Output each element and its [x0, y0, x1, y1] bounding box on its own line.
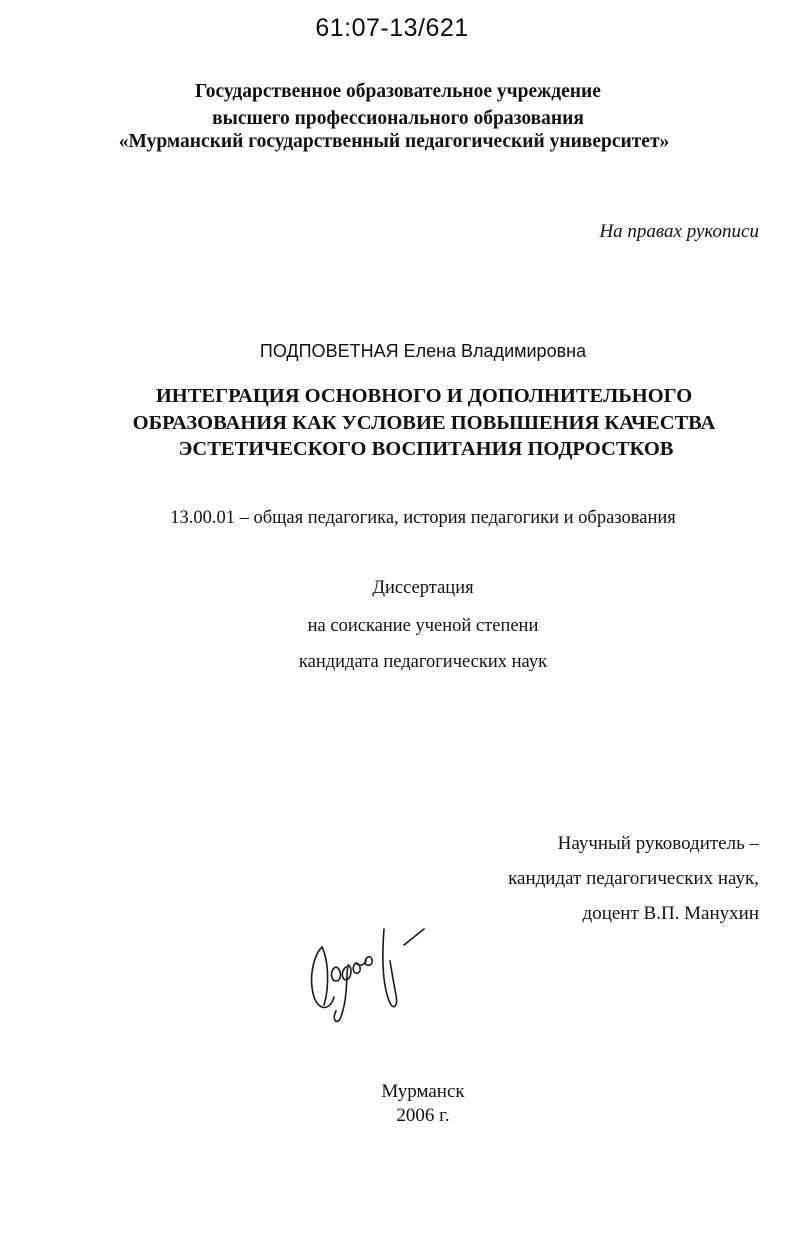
title-line-3: ЭСТЕТИЧЕСКОГО ВОСПИТАНИЯ ПОДРОСТКОВ — [178, 438, 674, 460]
institution-line-1: Государственное образовательное учреждение — [195, 81, 601, 102]
degree-field: кандидата педагогических наук — [298, 652, 548, 672]
year: 2006 г. — [396, 1105, 450, 1126]
title-line-1: ИНТЕГРАЦИЯ ОСНОВНОГО И ДОПОЛНИТЕЛЬНОГО — [155, 385, 693, 407]
institution-line-3: «Мурманский государственный педагогический университет» — [118, 131, 670, 152]
archive-code: 61:07-13/621 — [315, 14, 469, 42]
city: Мурманск — [381, 1081, 465, 1102]
author-name: ПОДПОВЕТНАЯ Елена Владимировна — [259, 341, 587, 361]
degree-line: на соискание ученой степени — [307, 616, 539, 636]
specialty: 13.00.01 – общая педагогика, история педагогики и образования — [170, 508, 676, 528]
manuscript-rights: На правах рукописи — [599, 221, 759, 242]
advisor-line-2: кандидат педагогических наук, — [508, 868, 759, 889]
title-line-2: ОБРАЗОВАНИЯ КАК УСЛОВИЕ ПОВЫШЕНИЯ КАЧЕСТВА — [132, 412, 716, 434]
advisor-line-1: Научный руководитель – — [557, 833, 759, 854]
handwritten-signature — [300, 915, 430, 1030]
dissertation-label: Диссертация — [372, 578, 474, 598]
institution-line-2: высшего профессионального образования — [212, 108, 584, 129]
advisor-line-3: доцент В.П. Манухин — [582, 903, 759, 924]
